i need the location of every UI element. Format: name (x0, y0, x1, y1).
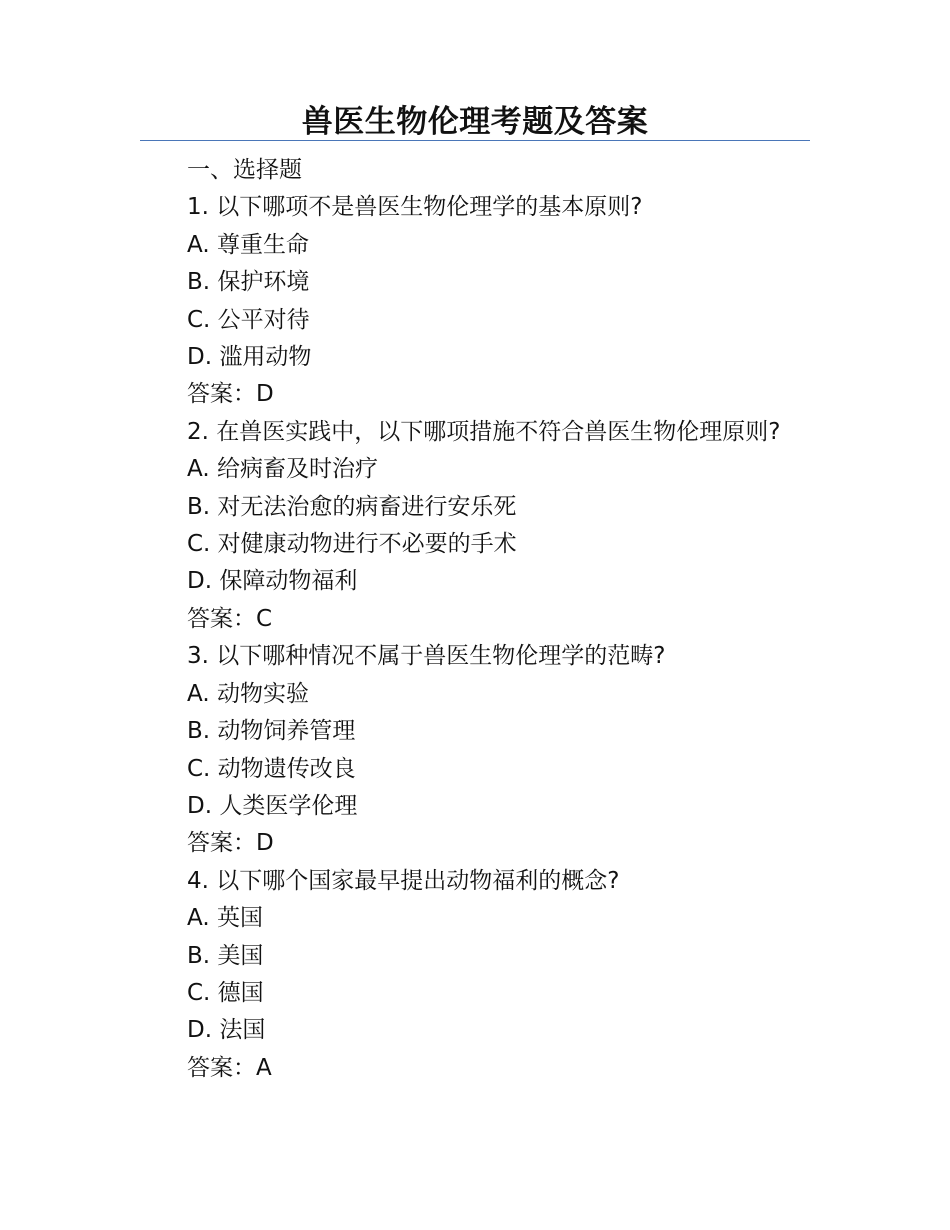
option-a: A. 尊重生命 (187, 231, 309, 258)
option-b: B. 动物饲养管理 (187, 718, 356, 745)
question-text: 2. 在兽医实践中，以下哪项措施不符合兽医生物伦理原则? (187, 418, 781, 445)
option-c: C. 动物遗传改良 (187, 755, 356, 782)
question-block-4 (140, 863, 810, 1087)
question-text: 1. 以下哪项不是兽医生物伦理学的基本原则? (187, 194, 643, 221)
option-a: A. 给病畜及时治疗 (187, 456, 378, 483)
option-a: A. 英国 (187, 905, 263, 932)
title-underline (140, 140, 810, 141)
option-c: C. 德国 (187, 979, 264, 1006)
option-c: C. 公平对待 (187, 306, 310, 333)
option-b: B. 对无法治愈的病畜进行安乐死 (187, 493, 517, 520)
question-block-2 (140, 414, 810, 638)
option-d: D. 人类医学伦理 (187, 792, 358, 819)
option-a: A. 动物实验 (187, 680, 309, 707)
option-b: B. 保护环境 (187, 269, 310, 296)
section-heading: 一、选择题 (187, 157, 302, 183)
answer-text: 答案：C (187, 605, 273, 632)
option-d: D. 保障动物福利 (187, 568, 358, 595)
page-title: 兽医生物伦理考题及答案 (301, 104, 649, 140)
option-d: D. 法国 (187, 1017, 266, 1044)
option-b: B. 美国 (187, 942, 264, 969)
question-text: 3. 以下哪种情况不属于兽医生物伦理学的范畴? (187, 643, 666, 670)
question-block-1 (140, 189, 810, 413)
option-d: D. 滥用动物 (187, 344, 312, 371)
question-text: 4. 以下哪个国家最早提出动物福利的概念? (187, 867, 620, 894)
answer-text: 答案：D (187, 830, 274, 857)
question-block-3 (140, 638, 810, 862)
document-body (140, 152, 810, 1087)
option-c: C. 对健康动物进行不必要的手术 (187, 531, 517, 558)
answer-text: 答案：A (187, 1054, 272, 1081)
answer-text: 答案：D (187, 381, 274, 408)
